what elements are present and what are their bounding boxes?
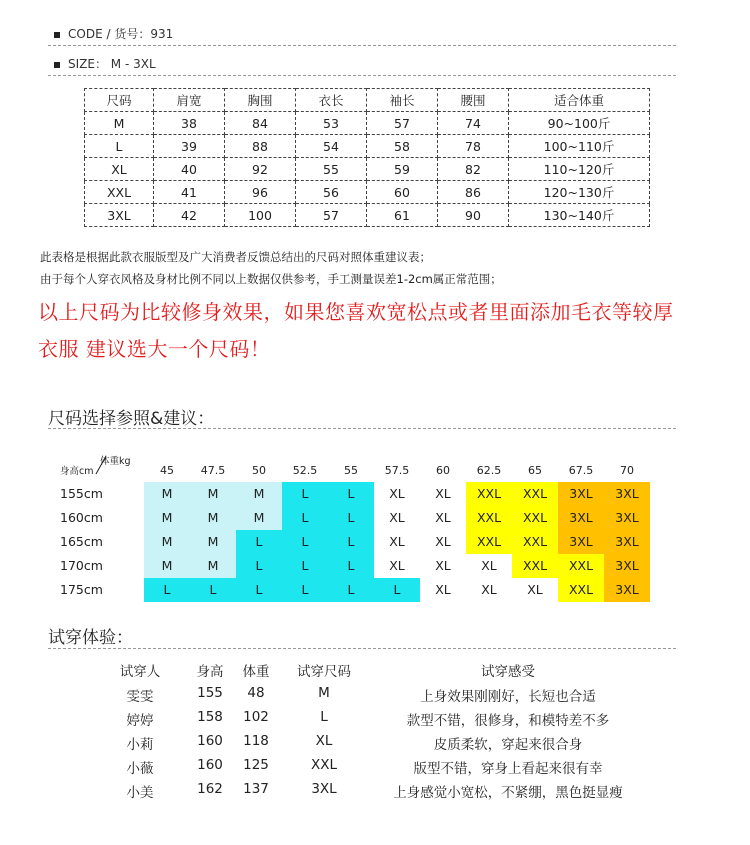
height-label: 175cm — [60, 582, 103, 597]
table-cell: 54 — [296, 135, 367, 158]
size-cell: XL — [420, 530, 466, 554]
height-axis-label: 身高cm — [60, 466, 94, 477]
trial-cell: 160 — [197, 757, 223, 773]
size-cell: XXL — [512, 482, 558, 506]
table-row — [85, 181, 650, 204]
size-cell: XXL — [466, 530, 512, 554]
size-cell: L — [328, 554, 374, 578]
trial-cell: XL — [315, 733, 333, 749]
size-cell: 3XL — [604, 482, 650, 506]
column-header: 衣长 — [296, 89, 367, 112]
size-cell: 3XL — [558, 482, 604, 506]
table-cell: 58 — [367, 135, 438, 158]
size-cell: XXL — [512, 530, 558, 554]
table-cell: XL — [85, 158, 154, 181]
size-cell: M — [190, 554, 236, 578]
table-cell: L — [85, 135, 154, 158]
trial-cell: 3XL — [311, 781, 337, 797]
size-cell: L — [236, 578, 282, 602]
table-cell: 42 — [154, 204, 225, 227]
size-cell: XL — [374, 482, 420, 506]
size-cell: 3XL — [558, 506, 604, 530]
size-cell: L — [282, 578, 328, 602]
table-cell: 3XL — [85, 204, 154, 227]
size-cell: M — [236, 506, 282, 530]
note-line: 由于每个人穿衣风格及身材比例不同以上数据仅供参考，手工测量误差1-2cm属正常范围； — [40, 272, 502, 286]
size-cell: XL — [420, 578, 466, 602]
weight-label: 55 — [344, 464, 358, 477]
height-label: 170cm — [60, 558, 103, 573]
table-row — [85, 112, 650, 135]
trial-cell: 小美 — [126, 785, 154, 801]
table-row — [85, 204, 650, 227]
size-cell: M — [144, 554, 190, 578]
size-line — [54, 55, 156, 72]
trial-cell: 小薇 — [126, 761, 154, 777]
trial-title: 试穿体验： — [48, 628, 133, 648]
table-cell: 110~120斤 — [509, 158, 650, 181]
size-cell: 3XL — [558, 530, 604, 554]
size-cell: XL — [512, 578, 558, 602]
column-header: 尺码 — [85, 89, 154, 112]
size-cell: L — [144, 578, 190, 602]
size-cell: XL — [374, 506, 420, 530]
trial-cell: 102 — [243, 709, 269, 725]
trial-cell: 162 — [197, 781, 223, 797]
trial-header: 试穿尺码 — [297, 664, 351, 680]
size-cell: XL — [466, 578, 512, 602]
size-cell: 3XL — [604, 554, 650, 578]
size-cell: XXL — [466, 506, 512, 530]
weight-label: 67.5 — [568, 464, 594, 477]
code-line — [54, 25, 173, 42]
weight-label: 65 — [528, 464, 542, 477]
divider — [48, 648, 676, 649]
size-cell: L — [282, 554, 328, 578]
note-line: 此表格是根据此款衣服版型及广大消费者反馈总结出的尺码对照体重建议表； — [40, 250, 431, 264]
table-cell: 92 — [225, 158, 296, 181]
divider — [48, 428, 676, 429]
size-cell: L — [282, 506, 328, 530]
table-cell: 90~100斤 — [509, 112, 650, 135]
trial-header: 试穿感受 — [481, 664, 535, 680]
size-cell: XXL — [466, 482, 512, 506]
bullet-icon — [54, 62, 60, 68]
weight-label: 57.5 — [384, 464, 410, 477]
table-cell: 84 — [225, 112, 296, 135]
size-cell: M — [236, 482, 282, 506]
size-cell: XL — [374, 554, 420, 578]
size-cell: L — [328, 530, 374, 554]
size-cell: 3XL — [604, 530, 650, 554]
column-header: 适合体重 — [509, 89, 650, 112]
code-label: CODE / 货号：931 — [68, 27, 174, 41]
table-cell: 96 — [225, 181, 296, 204]
size-cell: L — [236, 530, 282, 554]
table-row — [85, 158, 650, 181]
red-warning: 衣服 建议选大一个尺码！ — [38, 337, 271, 361]
trial-cell: 155 — [197, 685, 223, 701]
weight-label: 47.5 — [200, 464, 226, 477]
trial-cell: M — [318, 685, 330, 701]
table-cell: 100 — [225, 204, 296, 227]
trial-cell: 上身感觉小宽松，不紧绷，黑色挺显瘦 — [393, 785, 623, 801]
trial-cell: L — [320, 709, 328, 725]
size-cell: L — [328, 482, 374, 506]
table-cell: 57 — [296, 204, 367, 227]
height-label: 165cm — [60, 534, 103, 549]
table-cell: 39 — [154, 135, 225, 158]
size-cell: XL — [420, 506, 466, 530]
trial-cell: 上身效果刚刚好，长短也合适 — [420, 689, 596, 705]
trial-cell: 160 — [197, 733, 223, 749]
table-cell: 41 — [154, 181, 225, 204]
red-warning: 以上尺码为比较修身效果，如果您喜欢宽松点或者里面添加毛衣等较厚 — [38, 300, 674, 324]
size-cell: M — [190, 482, 236, 506]
size-cell: XL — [420, 554, 466, 578]
table-cell: 61 — [367, 204, 438, 227]
table-cell: 86 — [438, 181, 509, 204]
trial-cell: 款型不错，很修身，和模特差不多 — [406, 713, 610, 729]
table-cell: M — [85, 112, 154, 135]
trial-cell: 125 — [243, 757, 269, 773]
size-cell: 3XL — [604, 506, 650, 530]
size-table — [84, 88, 650, 227]
weight-axis-label: 体重kg — [100, 456, 131, 467]
size-cell: M — [144, 530, 190, 554]
table-cell: 55 — [296, 158, 367, 181]
table-cell: 100~110斤 — [509, 135, 650, 158]
table-cell: 56 — [296, 181, 367, 204]
trial-cell: 皮质柔软，穿起来很合身 — [433, 737, 583, 753]
size-cell: 3XL — [604, 578, 650, 602]
size-label: SIZE： M - 3XL — [68, 57, 156, 71]
height-label: 155cm — [60, 486, 103, 501]
table-cell: 130~140斤 — [509, 204, 650, 227]
table-cell: 53 — [296, 112, 367, 135]
trial-cell: XXL — [310, 757, 338, 773]
size-cell: L — [328, 506, 374, 530]
trial-header: 体重 — [242, 664, 270, 680]
size-cell: L — [282, 482, 328, 506]
table-cell: 90 — [438, 204, 509, 227]
size-cell: L — [374, 578, 420, 602]
table-cell: 60 — [367, 181, 438, 204]
weight-label: 70 — [620, 464, 634, 477]
size-cell: L — [328, 578, 374, 602]
trial-cell: 小莉 — [126, 737, 154, 753]
trial-cell: 48 — [247, 685, 265, 701]
table-cell: 74 — [438, 112, 509, 135]
divider — [48, 75, 676, 76]
weight-label: 52.5 — [292, 464, 318, 477]
weight-label: 62.5 — [476, 464, 502, 477]
trial-cell: 137 — [243, 781, 269, 797]
size-guide-title: 尺码选择参照&建议： — [48, 409, 215, 429]
size-cell: M — [190, 530, 236, 554]
table-cell: 78 — [438, 135, 509, 158]
column-header: 腰围 — [438, 89, 509, 112]
table-cell: 88 — [225, 135, 296, 158]
size-cell: XXL — [512, 506, 558, 530]
divider — [48, 45, 676, 46]
column-header: 肩宽 — [154, 89, 225, 112]
table-cell: 57 — [367, 112, 438, 135]
weight-label: 50 — [252, 464, 266, 477]
size-cell: L — [190, 578, 236, 602]
column-header: 胸围 — [225, 89, 296, 112]
size-cell: M — [144, 482, 190, 506]
size-cell: XL — [466, 554, 512, 578]
size-cell: XXL — [558, 578, 604, 602]
size-cell: M — [190, 506, 236, 530]
column-header: 袖长 — [367, 89, 438, 112]
weight-label: 45 — [160, 464, 174, 477]
table-cell: 82 — [438, 158, 509, 181]
trial-cell: 158 — [197, 709, 223, 725]
size-cell: L — [282, 530, 328, 554]
weight-label: 60 — [436, 464, 450, 477]
size-cell: M — [144, 506, 190, 530]
trial-header: 试穿人 — [119, 664, 161, 680]
size-cell: L — [236, 554, 282, 578]
size-cell: XL — [374, 530, 420, 554]
size-cell: XL — [420, 482, 466, 506]
bullet-icon — [54, 32, 60, 38]
table-cell: 59 — [367, 158, 438, 181]
size-table-header — [85, 89, 650, 112]
size-cell: XXL — [558, 554, 604, 578]
trial-cell: 版型不错，穿身上看起来很有幸 — [413, 761, 603, 777]
trial-header: 身高 — [196, 664, 224, 680]
table-cell: XXL — [85, 181, 154, 204]
table-cell: 38 — [154, 112, 225, 135]
table-cell: 40 — [154, 158, 225, 181]
trial-cell: 118 — [243, 733, 269, 749]
table-row — [85, 135, 650, 158]
table-cell: 120~130斤 — [509, 181, 650, 204]
trial-cell: 婷婷 — [126, 713, 154, 729]
height-label: 160cm — [60, 510, 103, 525]
trial-cell: 雯雯 — [126, 689, 154, 705]
size-cell: XXL — [512, 554, 558, 578]
